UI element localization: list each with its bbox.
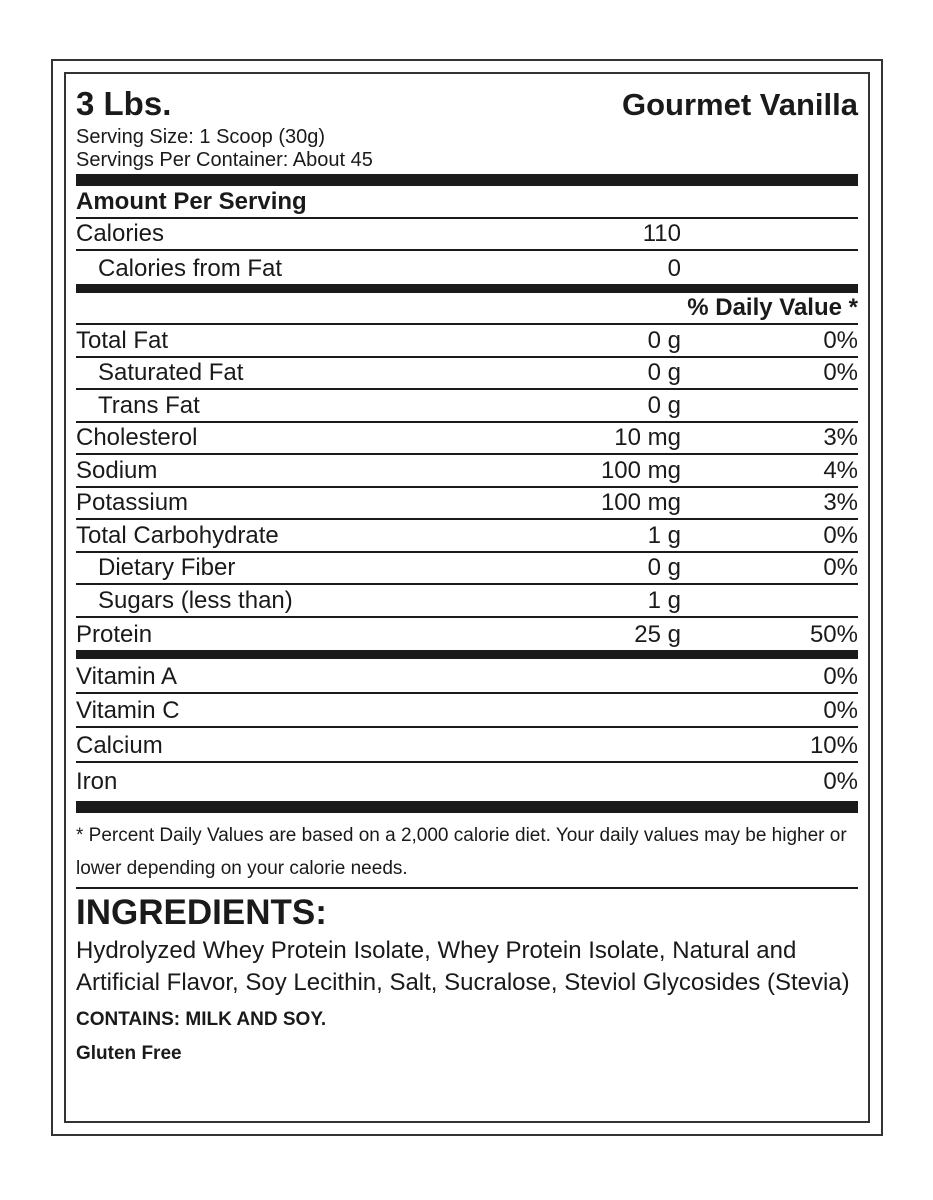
vitamins-list [76, 659, 858, 797]
divider-medium [76, 650, 858, 659]
vitamin-row [76, 763, 858, 798]
vitamin-daily-value: 10% [809, 731, 858, 759]
container-size: 3 Lbs. [76, 85, 172, 122]
nutrient-row [76, 520, 858, 553]
nutrient-daily-value: 3% [823, 424, 858, 451]
daily-value-header-row [76, 293, 858, 326]
nutrient-amount: 0 g [647, 326, 681, 354]
nutrient-row [76, 325, 858, 358]
amount-per-serving-label: Amount Per Serving [76, 187, 307, 215]
vitamin-daily-value: 0% [823, 768, 858, 795]
nutrient-row [76, 423, 858, 456]
flavor-name: Gourmet Vanilla [621, 87, 858, 122]
nutrient-amount: 0 g [647, 554, 681, 581]
nutrient-amount: 1 g [647, 521, 681, 549]
ingredients-text: Hydrolyzed Whey Protein Isolate, Whey Protein Isolate, Natural and Artificial Flavor, Soy Lecithin, Salt, Sucralose, Steviol Glycosides (Stevia) [76, 937, 850, 996]
calories-label: Calories [76, 220, 165, 247]
nutrient-daily-value: 0% [823, 554, 858, 581]
nutrient-amount: 0 g [647, 359, 681, 386]
nutrient-row [76, 455, 858, 488]
nutrient-name: Trans Fat [98, 391, 200, 419]
daily-value-header: % Daily Value * [687, 294, 858, 321]
nutrient-daily-value: 0% [823, 521, 858, 549]
nutrient-amount: 10 mg [614, 424, 681, 451]
ingredients-title: INGREDIENTS: [76, 893, 327, 932]
nutrient-row [76, 390, 858, 423]
nutrient-row [76, 585, 858, 618]
nutrient-name: Total Carbohydrate [76, 521, 279, 549]
nutrient-name: Protein [76, 621, 153, 648]
amount-per-serving-row [76, 186, 858, 219]
nutrient-name: Sodium [76, 456, 158, 484]
nutrient-name: Saturated Fat [98, 359, 244, 386]
vitamin-name: Vitamin A [76, 662, 177, 690]
divider-thick [76, 174, 858, 186]
calories-from-fat-row [76, 251, 858, 284]
nutrient-daily-value: 3% [823, 489, 858, 516]
nutrient-amount: 100 mg [600, 456, 681, 484]
nutrition-facts-label [76, 82, 858, 1071]
servings-per-container: Servings Per Container: About 45 [76, 149, 373, 171]
vitamin-row [76, 694, 858, 729]
nutrient-amount: 1 g [647, 586, 681, 614]
vitamin-name: Vitamin C [76, 697, 180, 724]
vitamin-daily-value: 0% [823, 697, 858, 724]
calories-from-fat-label: Calories from Fat [98, 254, 283, 282]
calories-value: 110 [642, 220, 681, 247]
nutrient-amount: 25 g [634, 621, 681, 648]
vitamin-name: Iron [76, 768, 118, 795]
vitamin-row [76, 728, 858, 763]
nutrient-name: Cholesterol [76, 424, 198, 451]
nutrients-list [76, 325, 858, 650]
nutrient-daily-value: 0% [823, 359, 858, 386]
daily-value-footnote: * Percent Daily Values are based on a 2,000 calorie diet. Your daily values may be higher or lower depending on your calorie needs. [76, 813, 858, 889]
nutrient-daily-value: 0% [823, 326, 858, 354]
nutrient-amount: 100 mg [600, 489, 681, 516]
nutrient-name: Sugars (less than) [98, 586, 293, 614]
nutrient-daily-value: 4% [823, 456, 858, 484]
nutrient-name: Dietary Fiber [98, 554, 236, 581]
nutrient-amount: 0 g [647, 391, 681, 419]
nutrient-row [76, 488, 858, 521]
nutrient-row [76, 618, 858, 651]
calories-row [76, 219, 858, 252]
nutrient-name: Total Fat [76, 326, 169, 354]
gluten-free-statement: Gluten Free [76, 1043, 182, 1064]
vitamin-row [76, 659, 858, 694]
allergen-statement: CONTAINS: MILK AND SOY. [76, 1009, 327, 1030]
nutrient-daily-value: 50% [809, 621, 858, 648]
nutrient-name: Potassium [76, 489, 189, 516]
calories-from-fat-value: 0 [667, 254, 681, 282]
label-title-row [76, 82, 858, 126]
divider-medium [76, 284, 858, 293]
serving-size: Serving Size: 1 Scoop (30g) [76, 126, 326, 148]
nutrient-row [76, 553, 858, 586]
divider-thick [76, 801, 858, 813]
vitamin-daily-value: 0% [823, 662, 858, 690]
nutrient-row [76, 358, 858, 391]
vitamin-name: Calcium [76, 731, 163, 759]
